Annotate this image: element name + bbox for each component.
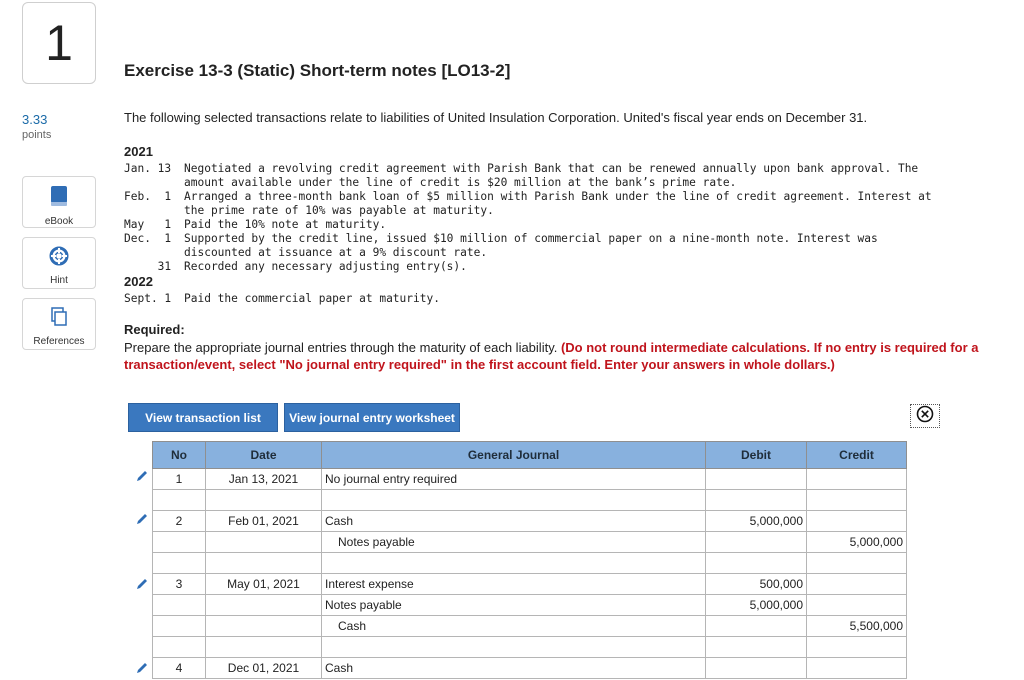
question-number: 1 [22, 2, 96, 84]
table-row [153, 658, 907, 679]
points-label: points [22, 129, 52, 141]
credit-cell[interactable]: 5,500,000 [807, 616, 907, 637]
entry-number: 4 [153, 658, 206, 679]
transaction-text-cont: amount available under the line of credit is $20 million at the bank’s prime rate. [184, 176, 737, 189]
credit-cell[interactable] [807, 469, 907, 490]
entry-date [206, 616, 322, 637]
entry-number: 3 [153, 574, 206, 595]
document-copy-icon [50, 307, 68, 330]
account-cell[interactable]: Notes payable [322, 595, 706, 616]
table-row [153, 511, 907, 532]
entry-number [153, 553, 206, 574]
edit-entry-4-icon[interactable] [135, 661, 149, 680]
debit-cell[interactable]: 500,000 [706, 574, 807, 595]
credit-cell[interactable] [807, 595, 907, 616]
debit-cell[interactable] [706, 658, 807, 679]
debit-cell[interactable] [706, 637, 807, 658]
entry-number: 1 [153, 469, 206, 490]
transaction-feb1 [124, 190, 932, 204]
book-icon [49, 185, 69, 210]
entry-date [206, 532, 322, 553]
header-credit: Credit [807, 442, 907, 469]
references-label: References [33, 336, 85, 347]
account-cell[interactable] [322, 637, 706, 658]
entry-date: Feb 01, 2021 [206, 511, 322, 532]
transaction-date: Feb. 1 [124, 190, 172, 203]
debit-cell[interactable]: 5,000,000 [706, 595, 807, 616]
account-cell[interactable] [322, 553, 706, 574]
transaction-text-cont: discounted at issuance at a 9% discount rate. [184, 246, 488, 259]
required-warning: (Do not round intermediate calculations. If no entry is required for a transaction/event, select "No journal entry required" in the first account field. Enter your answers in whole dollars.) [124, 340, 979, 372]
transaction-date: Jan. 13 [124, 162, 172, 175]
journal-header-row [153, 442, 907, 469]
entry-number [153, 532, 206, 553]
close-icon [916, 405, 934, 428]
points-value: 3.33 [22, 112, 48, 127]
account-cell[interactable]: Notes payable [322, 532, 706, 553]
ebook-button[interactable] [22, 176, 96, 228]
entry-number [153, 490, 206, 511]
required-label: Required: [124, 322, 185, 337]
credit-cell[interactable] [807, 637, 907, 658]
ebook-label: eBook [44, 216, 74, 227]
debit-cell[interactable] [706, 616, 807, 637]
year-2021-heading: 2021 [124, 144, 153, 159]
account-cell[interactable] [322, 490, 706, 511]
entry-date [206, 490, 322, 511]
edit-entry-2-icon[interactable] [135, 512, 149, 531]
table-row [153, 595, 907, 616]
transaction-text: Arranged a three-month bank loan of $5 million with Parish Bank under the line of credit agreement. Interest at [184, 190, 932, 203]
entry-date: Dec 01, 2021 [206, 658, 322, 679]
lifebuoy-icon [49, 246, 69, 269]
edit-entry-1-icon[interactable] [135, 469, 149, 488]
exercise-title: Exercise 13-3 (Static) Short-term notes [LO13-2] [124, 61, 511, 80]
transaction-text: Negotiated a revolving credit agreement with Parish Bank that can be renewed annually upon bank approval. The [184, 162, 919, 175]
account-cell[interactable]: Cash [322, 616, 706, 637]
transaction-text-cont: the prime rate of 10% was payable at maturity. [184, 204, 494, 217]
debit-cell[interactable] [706, 490, 807, 511]
view-transaction-list-button[interactable]: View transaction list [128, 403, 278, 432]
required-instructions [124, 339, 1014, 373]
table-row [153, 553, 907, 574]
references-button[interactable] [22, 298, 96, 350]
journal-table [152, 441, 907, 679]
entry-date [206, 637, 322, 658]
transaction-sept1 [124, 292, 440, 306]
entry-date: Jan 13, 2021 [206, 469, 322, 490]
debit-cell[interactable] [706, 553, 807, 574]
credit-cell[interactable] [807, 511, 907, 532]
transaction-jan13 [124, 162, 918, 176]
transaction-date: Sept. 1 [124, 292, 172, 305]
header-no: No [153, 442, 206, 469]
table-row [153, 469, 907, 490]
transaction-text: Recorded any necessary adjusting entry(s). [184, 260, 467, 273]
credit-cell[interactable] [807, 574, 907, 595]
credit-cell[interactable]: 5,000,000 [807, 532, 907, 553]
header-debit: Debit [706, 442, 807, 469]
header-date: Date [206, 442, 322, 469]
required-text: Prepare the appropriate journal entries through the maturity of each liability. [124, 340, 558, 355]
year-2022-heading: 2022 [124, 274, 153, 289]
hint-label: Hint [50, 275, 68, 286]
transaction-dec1 [124, 232, 878, 246]
transaction-may1 [124, 218, 386, 232]
table-row [153, 532, 907, 553]
table-row [153, 490, 907, 511]
account-cell[interactable]: No journal entry required [322, 469, 706, 490]
transaction-date: 31 [124, 260, 172, 273]
transaction-text: Paid the 10% note at maturity. [184, 218, 387, 231]
header-general-journal: General Journal [322, 442, 706, 469]
account-cell[interactable]: Cash [322, 511, 706, 532]
entry-date [206, 553, 322, 574]
transaction-text: Supported by the credit line, issued $10 million of commercial paper on a nine-month note. Interest was [184, 232, 878, 245]
table-row [153, 637, 907, 658]
intro-text: The following selected transactions relate to liabilities of United Insulation Corporation. United's fiscal year ends on December 31. [124, 110, 868, 125]
debit-cell[interactable] [706, 532, 807, 553]
transaction-dec31 [124, 260, 467, 274]
credit-cell[interactable] [807, 553, 907, 574]
view-journal-worksheet-button[interactable]: View journal entry worksheet [284, 403, 460, 432]
transaction-text: Paid the commercial paper at maturity. [184, 292, 440, 305]
entry-date [206, 595, 322, 616]
table-row [153, 616, 907, 637]
transaction-date: May 1 [124, 218, 172, 231]
credit-cell[interactable] [807, 490, 907, 511]
transaction-date: Dec. 1 [124, 232, 172, 245]
credit-cell[interactable] [807, 658, 907, 679]
entry-number: 2 [153, 511, 206, 532]
debit-cell[interactable] [706, 469, 807, 490]
edit-entry-3-icon[interactable] [135, 577, 149, 596]
close-button[interactable] [910, 404, 940, 428]
account-cell[interactable]: Cash [322, 658, 706, 679]
entry-date: May 01, 2021 [206, 574, 322, 595]
entry-number [153, 637, 206, 658]
entry-number [153, 616, 206, 637]
account-cell[interactable]: Interest expense [322, 574, 706, 595]
entry-number [153, 595, 206, 616]
debit-cell[interactable]: 5,000,000 [706, 511, 807, 532]
hint-button[interactable] [22, 237, 96, 289]
table-row [153, 574, 907, 595]
